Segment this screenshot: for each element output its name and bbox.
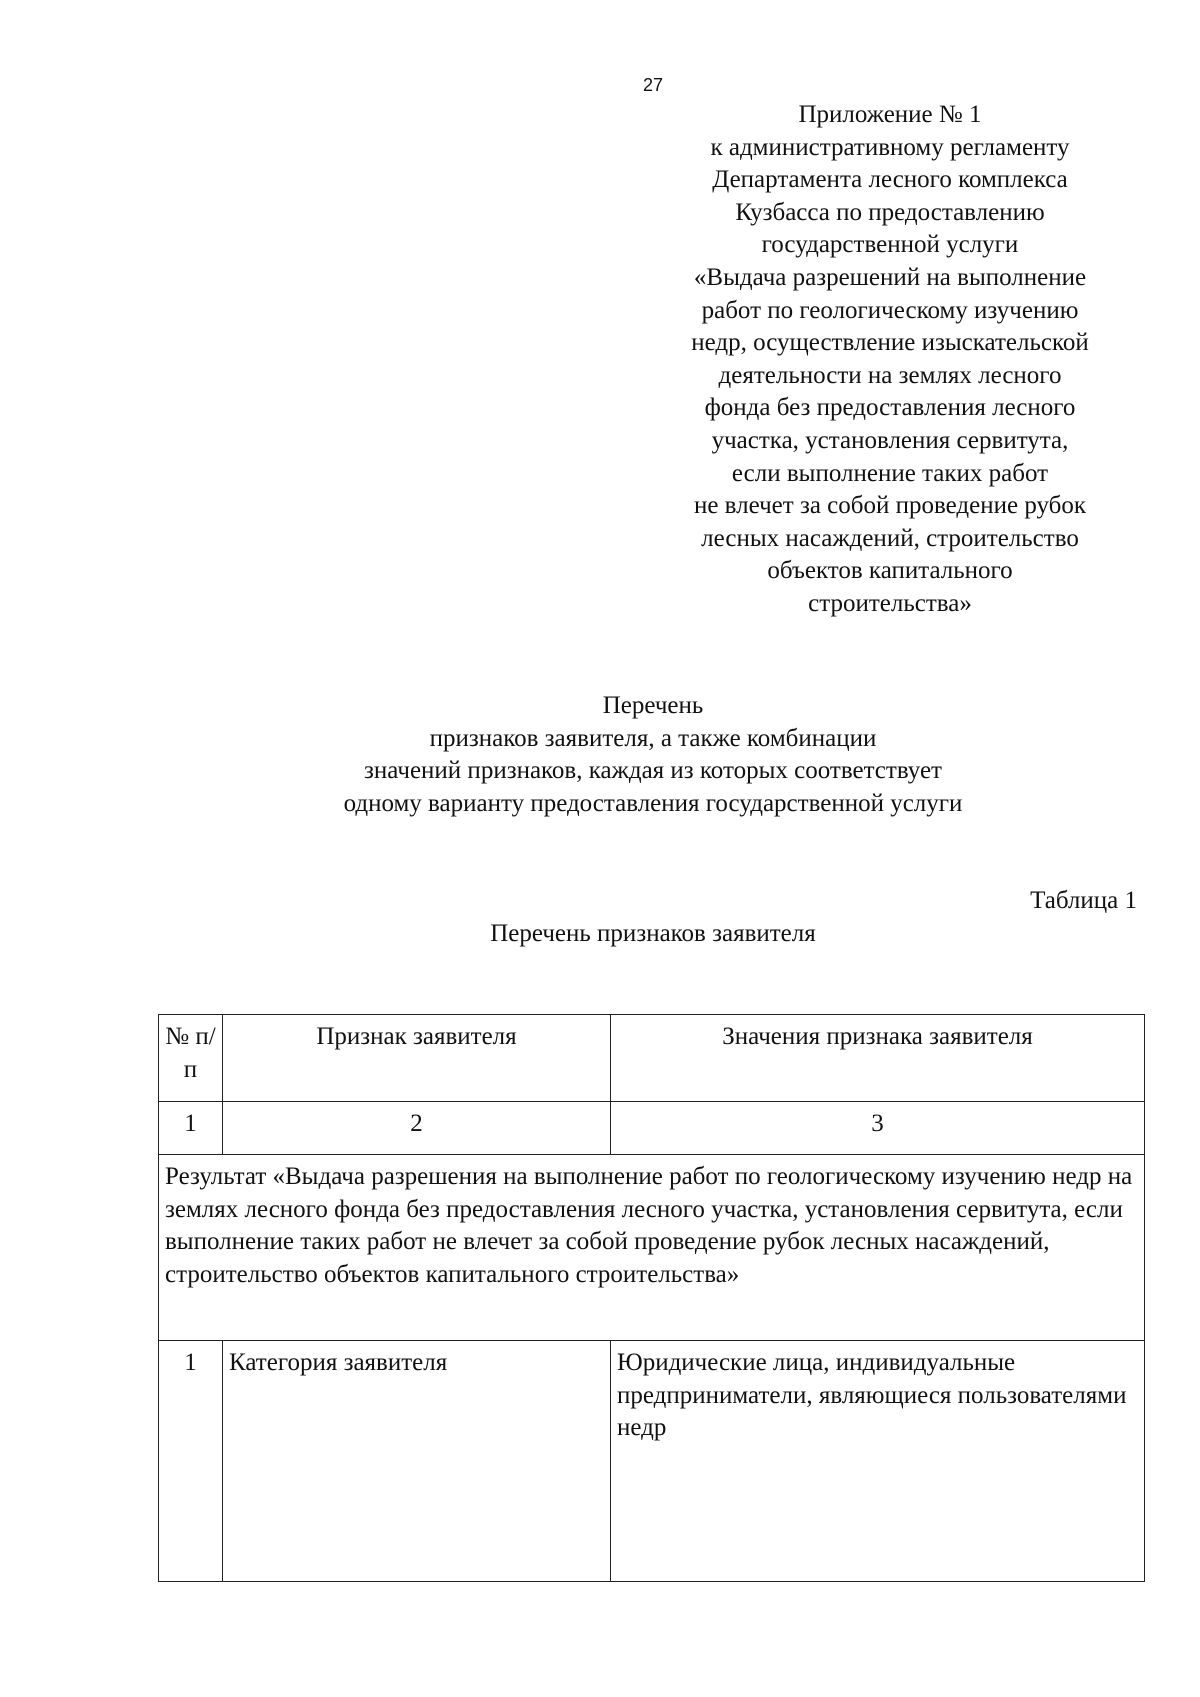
appendix-header [650, 99, 1130, 621]
appendix-line: работ по геологическому изучению [701, 296, 1079, 324]
header-value: Значения признака заявителя [611, 1015, 1145, 1102]
heading-line: Перечень [602, 692, 704, 719]
header-attribute: Признак заявителя [223, 1015, 611, 1102]
appendix-line: лесных насаждений, строительство [701, 524, 1079, 552]
row-value: Юридические лица, индивидуальные предприниматели, являющиеся пользователями недр [611, 1341, 1145, 1582]
appendix-line: «Выдача разрешений на выполнение [693, 263, 1087, 291]
appendix-line: Департамента лесного комплекса [712, 166, 1068, 194]
appendix-line: к административному регламенту [710, 133, 1070, 161]
result-text: Результат «Выдача разрешения на выполнение работ по геологическому изучению недр на землях лесного фонда без предоставления лесного участка, установления сервитута, если выполнение таких работ не влечет за собой проведение рубок лесных насаждений, строительство объектов капитального строительства» [159, 1155, 1145, 1341]
row-attribute: Категория заявителя [223, 1341, 611, 1582]
column-number: 3 [611, 1102, 1145, 1155]
appendix-line: Приложение № 1 [798, 101, 982, 128]
table-row [159, 1341, 1145, 1582]
appendix-line: недр, осуществление изыскательской [691, 329, 1089, 357]
criteria-table [158, 1014, 1145, 1582]
row-num: 1 [159, 1341, 223, 1582]
appendix-line: фонда без предоставления лесного [704, 394, 1076, 422]
document-heading [200, 690, 1106, 820]
column-number: 2 [223, 1102, 611, 1155]
appendix-line: государственной услуги [761, 231, 1019, 259]
heading-line: одному варианту предоставления государственной услуги [343, 789, 963, 817]
appendix-line: участка, установления сервитута, [711, 426, 1069, 454]
appendix-line: объектов капитального [767, 557, 1013, 585]
appendix-line: если выполнение таких работ [731, 459, 1049, 487]
heading-line: признаков заявителя, а также комбинации [429, 724, 877, 752]
appendix-line: Кузбасса по предоставлению [735, 198, 1045, 226]
table-header-row [159, 1015, 1145, 1102]
appendix-line: не влечет за собой проведение рубок [693, 492, 1087, 520]
appendix-line: строительства» [808, 589, 972, 617]
appendix-line: деятельности на землях лесного [718, 361, 1062, 389]
column-number-row [159, 1102, 1145, 1155]
column-number: 1 [159, 1102, 223, 1155]
page-number: 27 [642, 75, 664, 95]
result-row [159, 1155, 1145, 1341]
table-label: Таблица 1 [1030, 887, 1137, 914]
heading-line: значений признаков, каждая из которых соответствует [364, 757, 942, 785]
header-num: № п/п [159, 1015, 223, 1102]
table-title: Перечень признаков заявителя [490, 920, 816, 947]
